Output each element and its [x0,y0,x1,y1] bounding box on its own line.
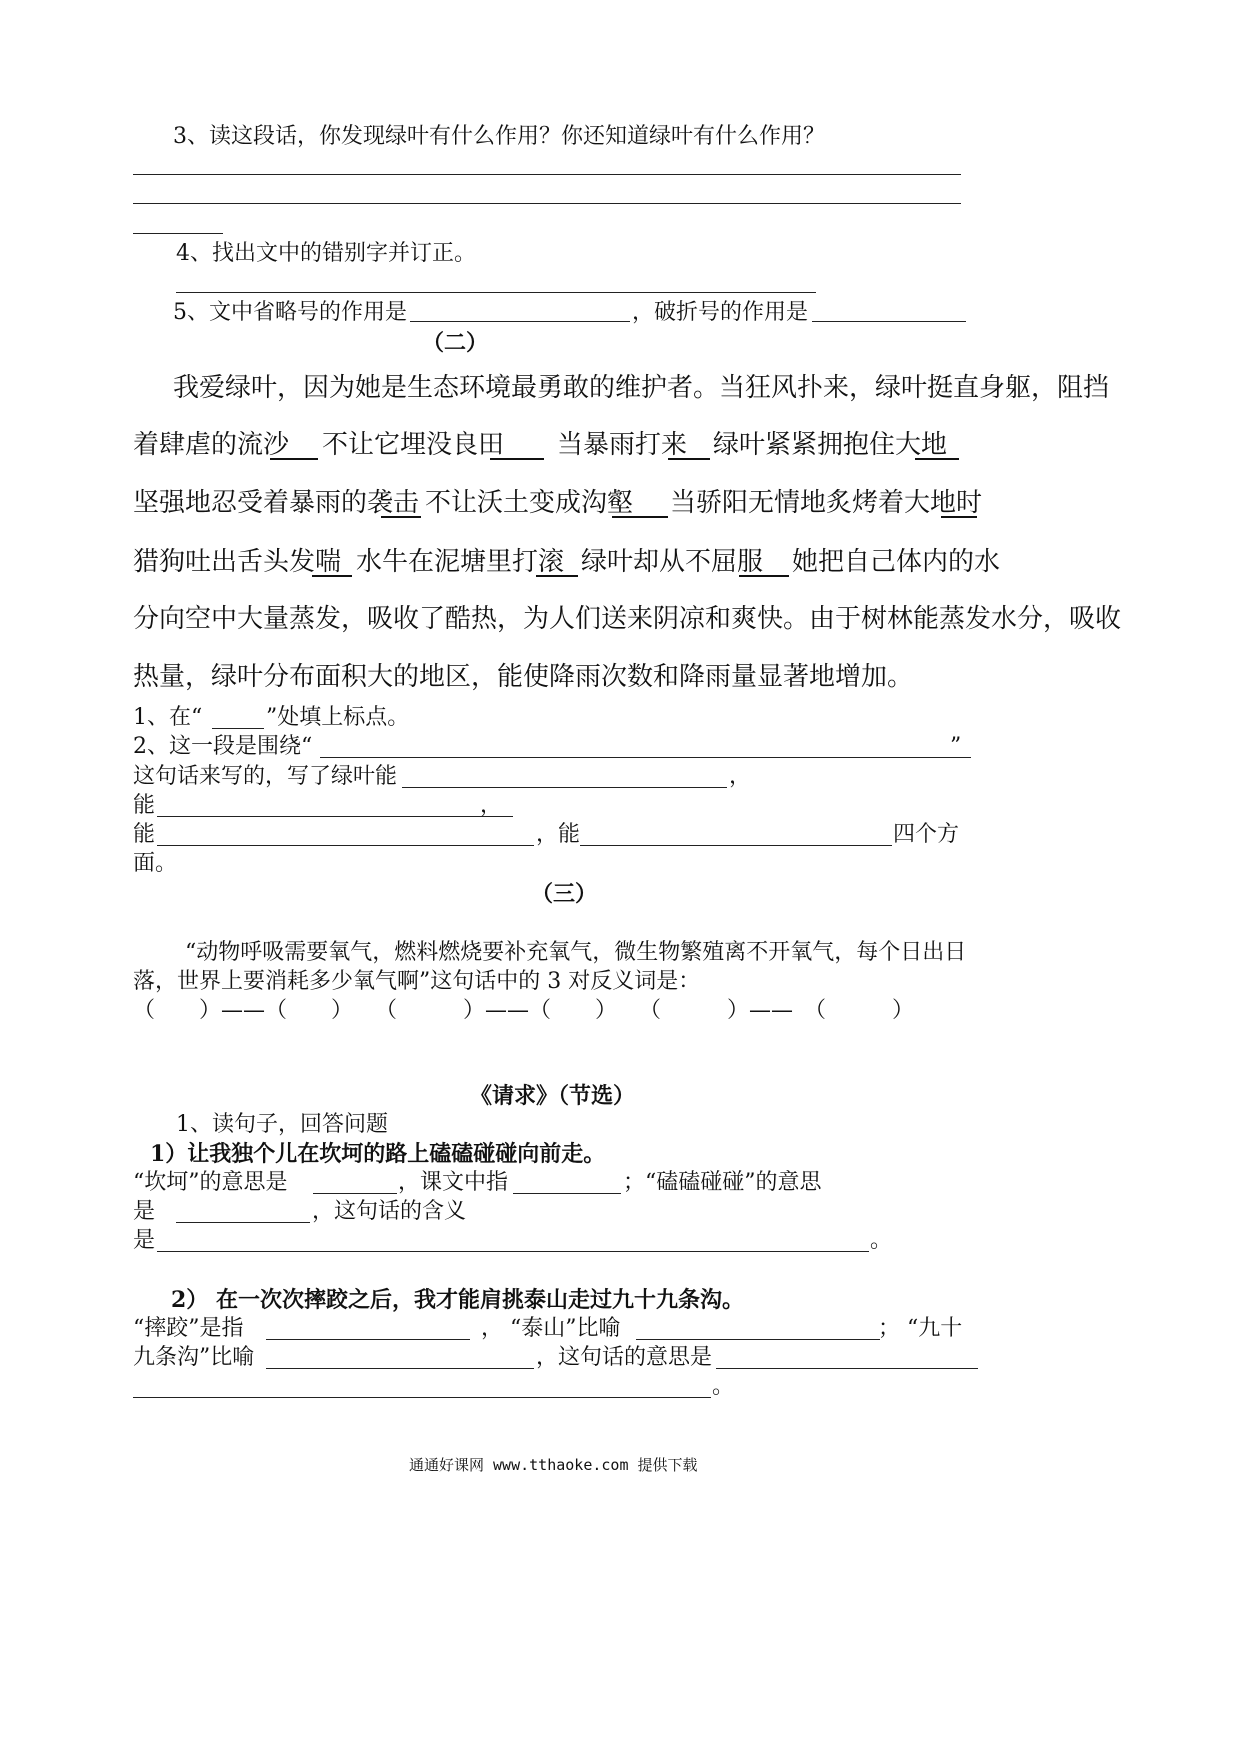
passage-seg: 绿叶紧紧拥抱住大地 [713,430,948,460]
answer-blank[interactable] [580,845,892,846]
section-heading-3: （三） [531,881,598,907]
question-5b: ，破折号的作用是 [632,300,809,325]
neng-label-2: ，能 [536,822,581,847]
comma: ， [480,793,503,818]
answer-blank[interactable] [636,1339,880,1340]
section-heading-2: （二） [422,330,489,356]
q2-2a: 2、这一段是围绕“ [133,734,313,759]
antonym-pairs[interactable]: （ ）——（ ） （ ）——（ ） （ ）—— （ ） [133,998,915,1023]
s1-e: ，这句话的含义 [312,1199,467,1224]
answer-line[interactable] [176,292,816,293]
s1-f: 是 [133,1228,156,1253]
passage-seg: 不让它埋没良田 [322,430,505,460]
passage-seg: 水牛在泥塘里打滚 [356,547,565,577]
passage-seg: 她把自己体内的水 [792,547,1001,577]
period: 。 [712,1374,735,1399]
passage-line-1: 我爱绿叶，因为她是生态环境最勇敢的维护者。当狂风扑来，绿叶挺直身躯，阻挡 [173,373,1110,403]
punct-blank[interactable] [270,458,318,460]
period: 。 [870,1228,893,1253]
s2-c: ； “九十 [878,1316,963,1341]
section3-line2: 落，世界上要消耗多少氧气啊”这句话中的 3 对反义词是： [133,969,701,994]
question-3: 3、读这段话，你发现绿叶有什么作用？你还知道绿叶有什么作用？ [173,124,825,149]
q2-1a: 1、在“ [133,705,203,730]
sentence-1: 1）让我独个儿在坎坷的路上磕磕碰碰向前走。 [150,1141,606,1167]
answer-blank[interactable] [157,845,534,846]
s1-a: “坎坷”的意思是 [133,1170,288,1195]
s2-a: “摔跤”是指 [133,1316,244,1341]
neng-label: 能 [133,793,156,818]
s2-b: ， “泰山”比喻 [481,1316,621,1341]
punct-blank[interactable] [490,458,544,460]
neng-label: 能 [133,822,156,847]
punct-blank[interactable] [739,575,789,577]
section3-line1: “动物呼吸需要氧气，燃料燃烧要补充氧气，微生物繁殖离不开氧气，每个日出日 [185,940,967,965]
answer-blank[interactable] [157,1251,869,1252]
s2-e: ，这句话的意思是 [536,1345,713,1370]
passage-seg: 着肆虐的流沙 [133,430,290,460]
punct-answer-blank[interactable] [212,728,264,729]
question-5a: 5、文中省略号的作用是 [173,300,407,325]
s2-d: 九条沟”比喻 [133,1345,255,1370]
comma: ， [729,764,752,789]
passage-seg: 当暴雨打来 [557,430,688,460]
punct-blank[interactable] [915,458,959,460]
answer-blank[interactable] [313,1193,397,1194]
punct-blank[interactable] [612,516,668,518]
punct-blank[interactable] [941,516,977,518]
answer-line[interactable] [133,233,223,234]
passage-line-5: 分向空中大量蒸发，吸收了酷热，为人们送来阴凉和爽快。由于树林能蒸发水分，吸收 [133,604,1122,634]
question-4: 4、找出文中的错别字并订正。 [176,241,476,266]
answer-blank[interactable] [266,1339,470,1340]
passage-seg: 坚强地忍受着暴雨的袭击 [133,488,420,518]
answer-blank[interactable] [266,1368,534,1369]
punct-blank[interactable] [668,458,710,460]
answer-blank[interactable] [812,321,966,322]
sentence-2: 2） 在一次次摔跤之后，我才能肩挑泰山走过九十九条沟。 [171,1287,744,1313]
punct-blank[interactable] [536,575,578,577]
answer-blank[interactable] [402,787,727,788]
mian: 面。 [133,851,178,876]
answer-line[interactable] [133,203,961,204]
answer-blank[interactable] [157,816,513,817]
answer-blank[interactable] [176,1222,310,1223]
answer-line[interactable] [133,174,961,175]
q2-2b: 这句话来写的，写了绿叶能 [133,764,398,789]
passage-line-6: 热量，绿叶分布面积大的地区，能使降雨次数和降雨量显著地增加。 [133,662,914,692]
q2-1b: ”处填上标点。 [266,705,410,730]
section-title-qingqiu: 《请求》（节选） [470,1083,636,1109]
answer-blank[interactable] [133,1397,711,1398]
answer-blank[interactable] [410,321,630,322]
s1-b: ，课文中指 [398,1170,509,1195]
passage-seg: 当骄阳无情地炙烤着大地时 [670,488,983,518]
s1-c: ；“磕磕碰碰”的意思 [623,1170,822,1195]
answer-blank[interactable] [320,757,971,758]
footer-text: 通通好课网 www.tthaoke.com 提供下载 [409,1456,698,1474]
punct-blank[interactable] [312,575,352,577]
passage-seg: 绿叶却从不屈服 [581,547,764,577]
section4-intro: 1、读句子，回答问题 [176,1112,388,1137]
answer-blank[interactable] [513,1193,621,1194]
passage-seg: 猎狗吐出舌头发喘 [133,547,342,577]
punct-blank[interactable] [381,516,421,518]
answer-blank[interactable] [716,1368,978,1369]
passage-seg: 不让沃土变成沟壑 [425,488,634,518]
quote-end: ” [950,734,962,759]
four-aspects: 四个方 [893,822,960,847]
s1-d: 是 [133,1199,156,1224]
